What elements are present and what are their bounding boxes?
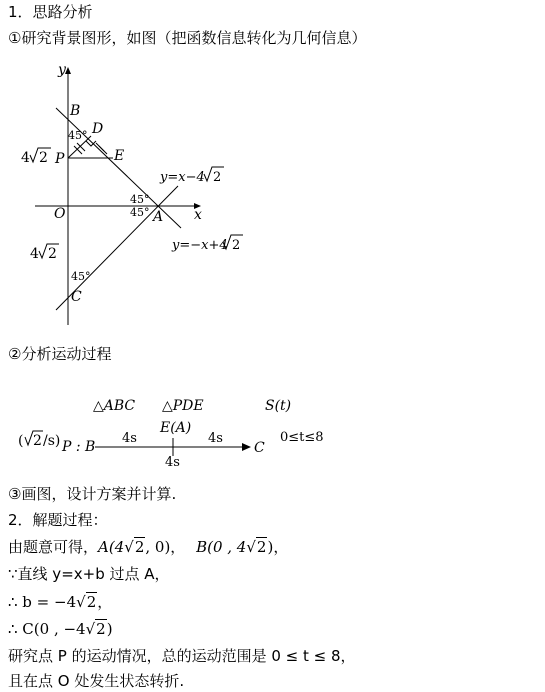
label-a: A <box>153 209 164 225</box>
svg-text:2: 2 <box>213 170 222 185</box>
segment-time-below: 4s <box>165 455 180 470</box>
svg-text:4: 4 <box>30 246 39 262</box>
length-oc <box>30 244 59 262</box>
label-d: D <box>92 121 104 137</box>
solution-line-1: 由题意可得，A(4√2, 0)， B(0 , 4√2)， <box>8 538 289 556</box>
solution-line-6: 且在点 O 处发生状态转折. <box>8 672 185 690</box>
angle-b: 45° <box>68 129 88 142</box>
angle-a-lower: 45° <box>130 206 150 219</box>
step-3-text: ③画图，设计方案并计算. <box>8 485 177 503</box>
solution-line-5: 研究点 P 的运动情况，总的运动范围是 0 ≤ t ≤ 8， <box>8 647 356 665</box>
svg-text:y=x−4: y=x−4 <box>160 170 205 185</box>
triangle-abc: △ABC <box>93 398 136 414</box>
segment-time-2: 4s <box>208 431 223 446</box>
step-2-text: ②分析运动过程 <box>8 345 112 363</box>
svg-text:/s): /s) <box>43 433 61 449</box>
angle-a-upper: 45° <box>130 193 150 206</box>
section-heading-1: 1．思路分析 <box>8 3 93 21</box>
length-op <box>21 148 51 166</box>
angle-c: 45° <box>71 270 91 283</box>
axis-label-y: y <box>58 62 66 78</box>
solution-line-4: ∴ C(0 , −4√2) <box>8 620 113 638</box>
equation-line-1 <box>159 167 224 185</box>
svg-text:4: 4 <box>21 150 30 166</box>
solution-line-2: ∵直线 y=x+b 过点 A， <box>8 565 170 583</box>
label-e-a: E(A) <box>160 420 192 436</box>
time-range: 0≤t≤8 <box>280 430 324 445</box>
speed-label <box>18 431 60 449</box>
label-c: C <box>71 289 82 305</box>
solution-line-3: ∴ b = −4√2， <box>8 593 113 611</box>
triangle-pde: △PDE <box>162 398 204 414</box>
segment-time-1: 4s <box>122 431 137 446</box>
area-function: S(t) <box>265 398 292 414</box>
label-p: P <box>55 151 65 167</box>
svg-text:2: 2 <box>39 150 48 166</box>
path-start: P : B <box>62 439 96 455</box>
svg-text:2: 2 <box>33 433 42 449</box>
svg-text:2: 2 <box>48 246 57 262</box>
section-heading-2: 2．解题过程： <box>8 511 108 529</box>
equation-line-2 <box>171 235 243 253</box>
coordinate-figure <box>0 55 260 335</box>
svg-text:(: ( <box>18 433 24 449</box>
svg-text:2: 2 <box>232 238 241 253</box>
label-origin: O <box>54 206 66 222</box>
motion-diagram <box>0 390 345 475</box>
label-c-end: C <box>254 440 265 456</box>
axis-label-x: x <box>194 207 202 223</box>
label-e: E <box>114 148 125 164</box>
step-1-text: ①研究背景图形，如图（把函数信息转化为几何信息） <box>8 29 367 47</box>
svg-text:y=−x+4: y=−x+4 <box>172 238 228 253</box>
label-b: B <box>70 103 81 119</box>
